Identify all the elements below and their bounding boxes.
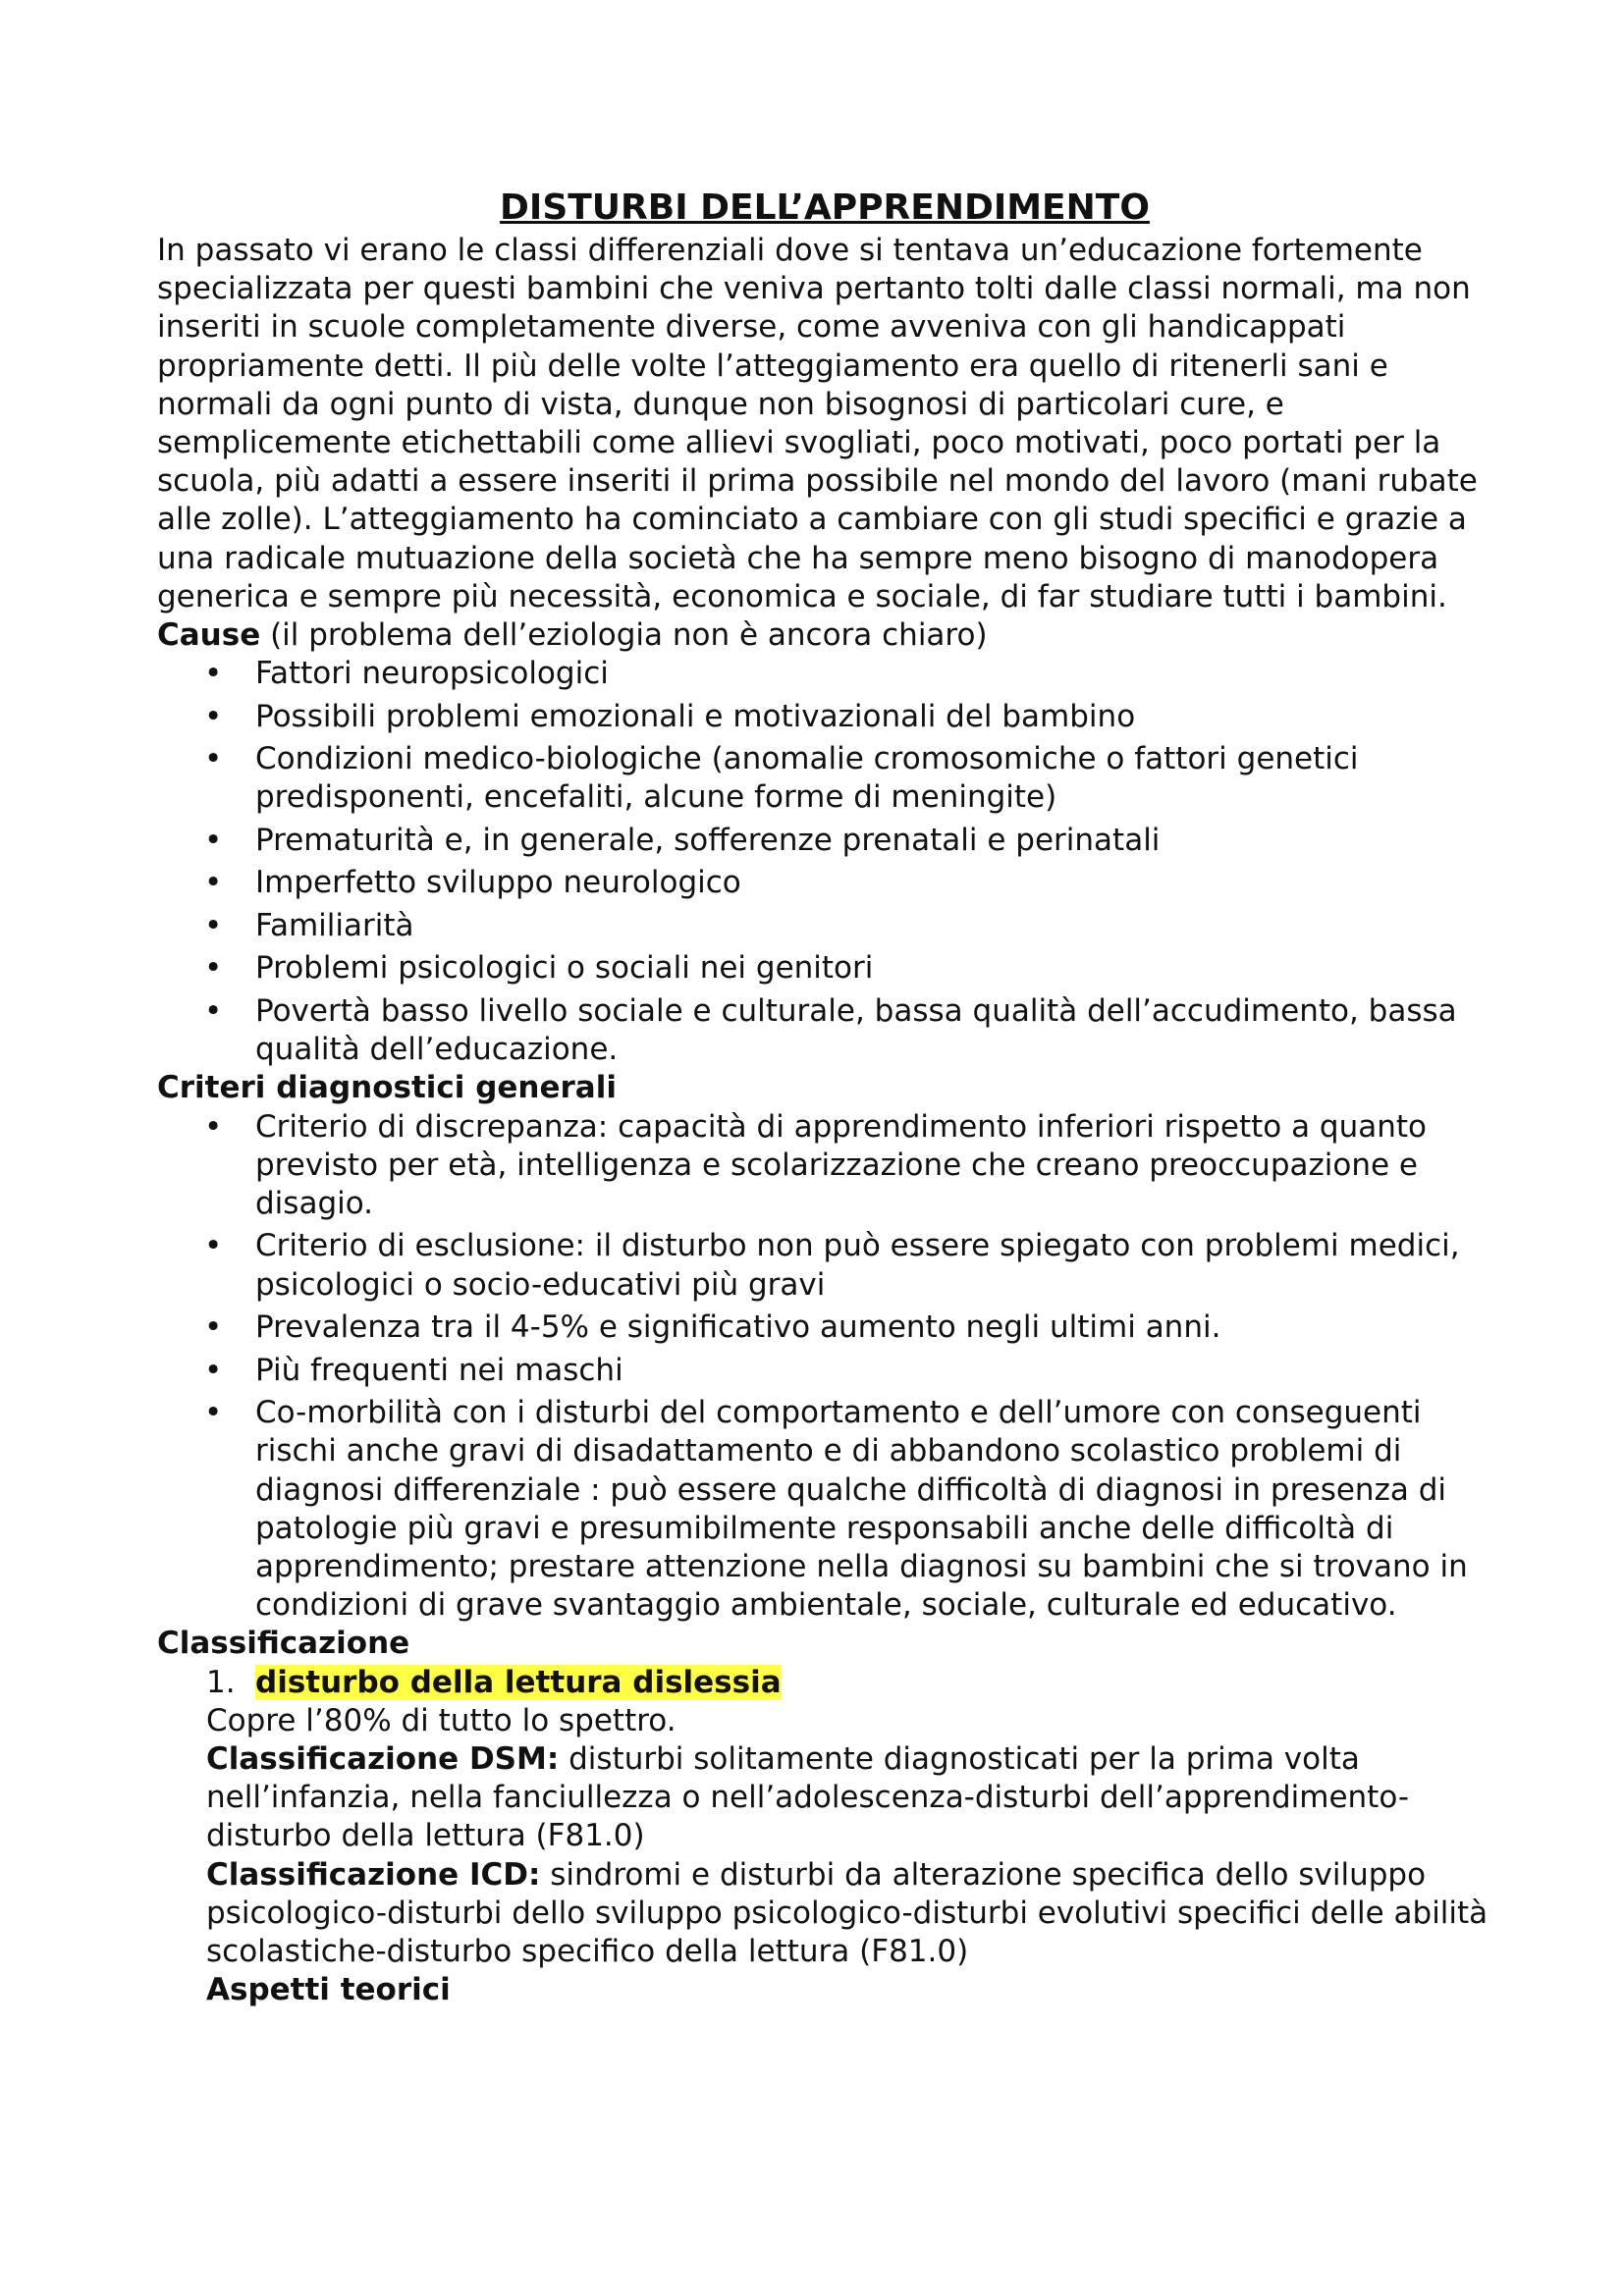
bullet-icon: • bbox=[204, 907, 223, 943]
bullet-icon: • bbox=[204, 656, 223, 692]
cause-line bbox=[157, 616, 1492, 655]
list-item: • Fattori neuropsicologici bbox=[157, 655, 1492, 693]
list-item: • Più frequenti nei maschi bbox=[157, 1352, 1492, 1390]
list-item: • Familiarità bbox=[157, 907, 1492, 945]
classificazione-block bbox=[157, 1664, 1492, 2010]
bullet-icon: • bbox=[204, 1108, 223, 1145]
dsm-paragraph: Classificazione DSM: disturbi solitamente diagnosticati per la prima volta nell’infanzia, nella fanciullezza o nell’adolescenza-disturbi dell’apprendimento-disturbo della lettura (F81.0) bbox=[206, 1740, 1410, 1854]
list-item: • Possibili problemi emozionali e motivazionali del bambino bbox=[157, 698, 1492, 736]
bullet-icon: • bbox=[204, 1395, 223, 1431]
list-item: • Criterio di esclusione: il disturbo non può essere spiegato con problemi medici, psicologici o socio-educativi più gravi bbox=[204, 1228, 1460, 1303]
bullet-icon: • bbox=[204, 1309, 223, 1346]
list-item: • Criterio di discrepanza: capacità di apprendimento inferiori rispetto a quanto previsto per età, intelligenza e scolarizzazione che creano preoccupazione e disagio. bbox=[204, 1108, 1428, 1221]
bullet-icon: • bbox=[204, 741, 223, 777]
bullet-icon: • bbox=[204, 992, 223, 1029]
list-item: • Condizioni medico-biologiche (anomalie cromosomiche o fattori genetici predisponenti, encefaliti, alcune forme di meningite) bbox=[204, 741, 1359, 816]
bullet-icon: • bbox=[204, 1352, 223, 1388]
cause-heading: Cause bbox=[157, 617, 261, 654]
icd-paragraph: Classificazione ICD: sindromi e disturbi da alterazione specifica dello sviluppo psicologico-disturbi dello sviluppo psicologico-disturbi evolutivi specifici delle abilità scolastiche-disturbo specifico della lettura (F81.0) bbox=[206, 1856, 1488, 1969]
list-item: • Problemi psicologici o sociali nei genitori bbox=[157, 949, 1492, 988]
item-title-highlight: disturbo della lettura dislessia bbox=[255, 1664, 782, 1700]
item-number: 1. bbox=[206, 1664, 236, 1700]
list-item: • Imperfetto sviluppo neurologico bbox=[157, 864, 1492, 902]
bullet-icon: • bbox=[204, 865, 223, 901]
list-item: • Co-morbilità con i disturbi del comportamento e dell’umore con conseguenti rischi anche gravi di disadattamento e di abbandono scolastico problemi di diagnosi differenziale : può essere qualche difficoltà di diagnosi in presenza di patologie più gravi e presumibilmente responsabili anche delle difficoltà di apprendimento; prestare attenzione nella diagnosi su bambini che si trovano in condizioni di grave svantaggio ambientale, sociale, culturale ed educativo. bbox=[204, 1395, 1468, 1624]
bullet-icon: • bbox=[204, 698, 223, 734]
aspetti-heading: Aspetti teorici bbox=[206, 1972, 451, 2008]
intro-paragraph: In passato vi erano le classi differenziali dove si tentava un’educazione fortemente specializzata per questi bambini che veniva pertanto tolti dalle classi normali, ma non inseriti in scuole completamente diverse, come avveniva con gli handicappati propriamente detti. Il più delle volte l’atteggiamento era quello di ritenerli sani e normali da ogni punto di vista, dunque non bisognosi di particolari cure, e semplicemente etichettabili come allievi svogliati, poco motivati, poco portati per la scuola, più adatti a essere inseriti il prima possibile nel mondo del lavoro (mani rubate alle zolle). L’atteggiamento ha cominciato a cambiare con gli studi specifici e grazie a una radicale mutuazione della società che ha sempre meno bisogno di manodopera generica e sempre più necessità, economica e sociale, di far studiare tutti i bambini. bbox=[157, 233, 1478, 614]
cause-list bbox=[157, 655, 1492, 1069]
document-page bbox=[157, 187, 1492, 2009]
cause-note: (il problema dell’eziologia non è ancora chiaro) bbox=[260, 617, 988, 654]
bullet-icon: • bbox=[204, 1228, 223, 1264]
classificazione-heading: Classificazione bbox=[157, 1626, 410, 1662]
list-item: • Povertà basso livello sociale e culturale, bassa qualità dell’accudimento, bassa qualità dell’educazione. bbox=[204, 992, 1457, 1068]
criteri-heading: Criteri diagnostici generali bbox=[157, 1070, 617, 1106]
page-title: DISTURBI DELL’APPRENDIMENTO bbox=[500, 187, 1150, 228]
bullet-icon: • bbox=[204, 950, 223, 987]
numbered-item bbox=[206, 1664, 1492, 1702]
list-item: • Prevalenza tra il 4-5% e significativo aumento negli ultimi anni. bbox=[157, 1308, 1492, 1347]
bullet-icon: • bbox=[204, 822, 223, 858]
criteri-list bbox=[157, 1108, 1492, 1626]
copre-line: Copre l’80% di tutto lo spettro. bbox=[206, 1702, 676, 1738]
list-item: • Prematurità e, in generale, sofferenze prenatali e perinatali bbox=[157, 822, 1492, 860]
